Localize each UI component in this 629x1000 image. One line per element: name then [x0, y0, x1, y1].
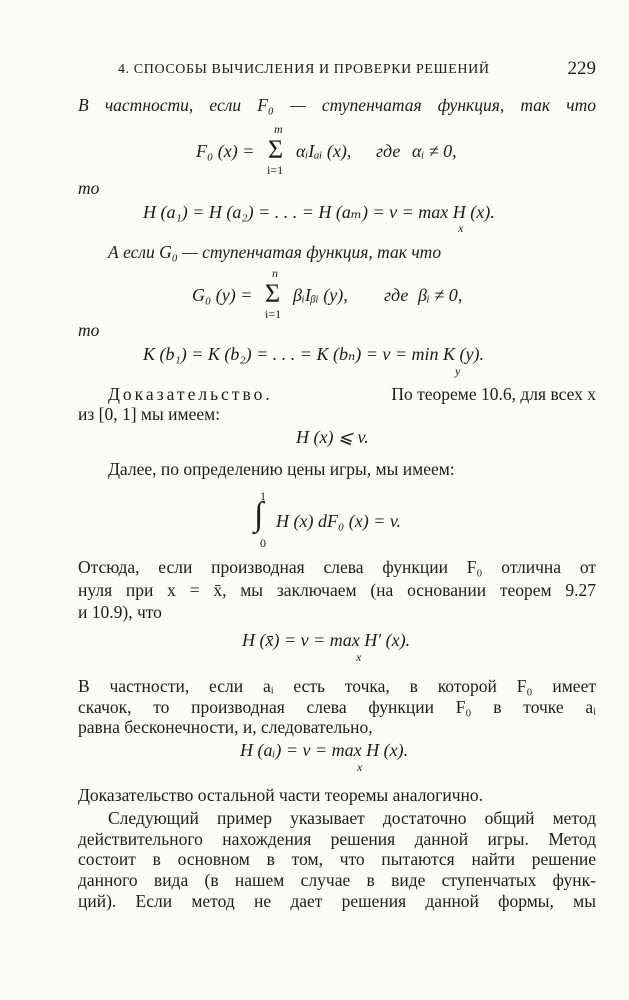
text-line: В частности, если F₀ — ступенчатая функция, так что — [78, 95, 596, 115]
text-line: А если G₀ — ступенчатая функция, так что — [108, 242, 442, 262]
sum-upper-limit: m — [274, 122, 283, 136]
text-line: Отсюда, если производная слева функции F₀ отлична от — [78, 557, 596, 577]
text-line: то — [78, 178, 100, 198]
condition-word: где — [376, 141, 401, 161]
page-number: 229 — [567, 58, 596, 79]
text-line: ций). Если метод не дает решения данной формы, мы — [78, 891, 596, 911]
integral-body: H (x) dF₀ (x) = v. — [276, 511, 402, 531]
sum-lower-limit: i=1 — [265, 307, 282, 321]
proof-text: По теореме 10.6, для всех x — [391, 384, 596, 404]
equation: H (aᵢ) = v = max H (x). — [240, 740, 409, 760]
max-subscript: x — [458, 221, 464, 235]
integral-lower-limit: 0 — [260, 536, 266, 550]
text-line: Далее, по определению цены игры, мы имеем: — [108, 459, 455, 479]
text-line: нуля при x = x̄, мы заключаем (на основании теорем 9.27 — [78, 580, 596, 600]
summation-sign: Σ — [265, 279, 281, 308]
sum-body: αᵢIₐᵢ (x), — [296, 141, 352, 161]
condition-word: где — [384, 285, 409, 305]
equation: H (a₁) = H (a₂) = . . . = H (aₘ) = v = max H (x). — [143, 202, 495, 222]
sum-body: βᵢIᵦᵢ (y), — [293, 285, 348, 305]
text-line: действительного нахождения решения данной игры. Метод — [78, 829, 596, 849]
equation-lhs: F₀ (x) = — [196, 141, 255, 161]
equation: K (b₁) = K (b₂) = . . . = K (bₙ) = v = min K (y). — [143, 344, 484, 364]
condition: αᵢ ≠ 0, — [412, 141, 457, 161]
text-line: Следующий пример указывает достаточно общий метод — [108, 808, 596, 828]
text-line: и 10.9), что — [78, 602, 162, 622]
text-line: равна бесконечности, и, следовательно, — [78, 717, 373, 737]
max-subscript: x — [357, 760, 363, 774]
inequality: H (x) ⩽ v. — [296, 427, 369, 447]
max-subscript: x — [356, 650, 362, 664]
section-title: 4. СПОСОБЫ ВЫЧИСЛЕНИЯ И ПРОВЕРКИ РЕШЕНИЙ — [118, 62, 490, 77]
min-subscript: y — [455, 364, 461, 378]
text-line — [108, 384, 596, 405]
text-line: данного вида (в нашем случае в виде ступенчатых функ- — [78, 870, 596, 890]
running-header — [118, 58, 596, 82]
sum-lower-limit: i=1 — [267, 163, 284, 177]
equation-lhs: G₀ (y) = — [192, 285, 253, 305]
text-line: Доказательство остальной части теоремы аналогично. — [78, 785, 484, 805]
text-line: состоит в основном в том, что пытаются найти решение — [78, 849, 596, 869]
text-line: из [0, 1] мы имеем: — [78, 404, 221, 424]
text-line: В частности, если aᵢ есть точка, в которой F₀ имеет — [78, 676, 596, 696]
text-line: то — [78, 320, 100, 340]
equation: H (x̄) = v = max H′ (x). — [242, 630, 411, 650]
text-line: скачок, то производная слева функции F₀ в точке aᵢ — [78, 697, 596, 717]
sum-upper-limit: n — [272, 266, 278, 280]
condition: βᵢ ≠ 0, — [418, 285, 463, 305]
integral-upper-limit: 1 — [260, 489, 266, 503]
integral-sign: ∫ — [254, 496, 264, 533]
summation-sign: Σ — [268, 135, 284, 164]
proof-word: Доказательство. — [108, 384, 273, 404]
